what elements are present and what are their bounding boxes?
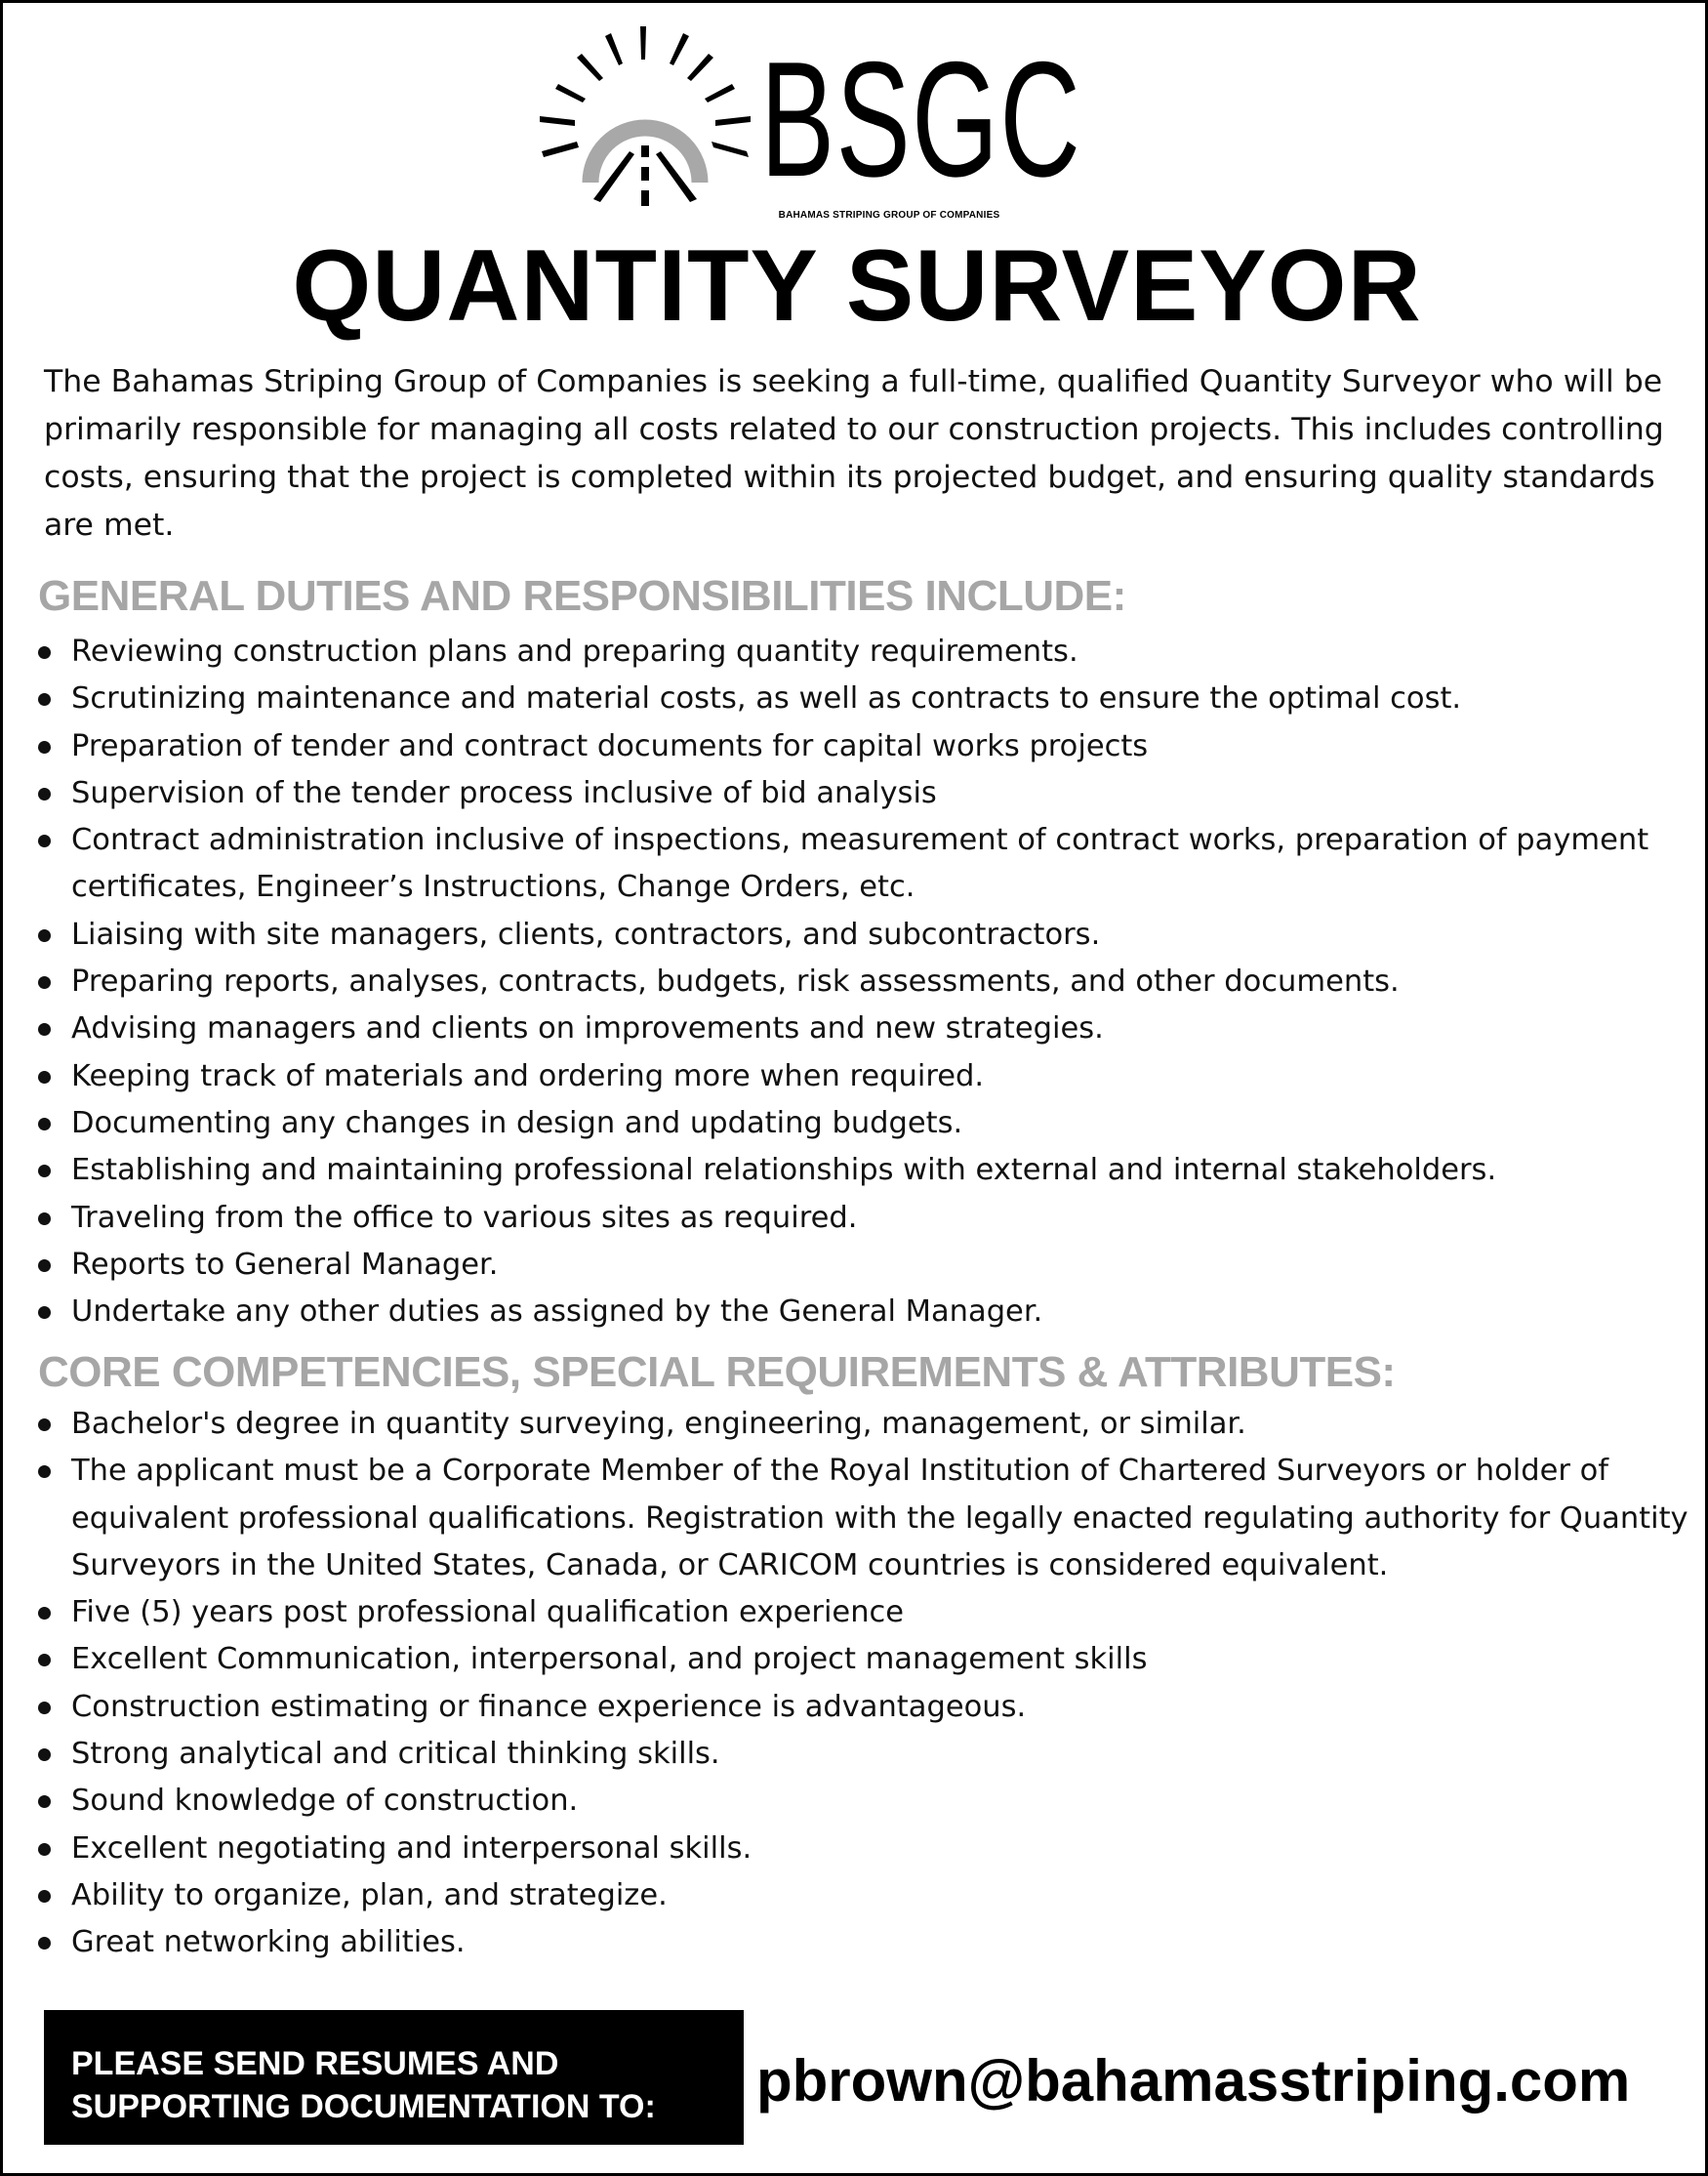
bullet-icon [38, 693, 51, 706]
send-resumes-box [44, 2010, 744, 2145]
list-item-text: Contract administration inclusive of inspections, measurement of contract works, preparation of payment certificates, Engineer’s Instructions, Change Orders, etc. [71, 823, 1649, 905]
list-item-text: Excellent negotiating and interpersonal skills. [71, 1830, 752, 1866]
list-item [32, 1006, 1703, 1052]
bullet-icon [38, 1654, 51, 1666]
list-item-text: Ability to organize, plan, and strategize. [71, 1877, 668, 1912]
list-item-text: Documenting any changes in design and updating budgets. [71, 1105, 963, 1140]
list-item [32, 1100, 1703, 1147]
bullet-icon [38, 741, 51, 754]
bullet-icon [38, 1023, 51, 1036]
logo-wordmark: BSGC [760, 27, 1082, 211]
list-item [32, 629, 1703, 676]
list-item-text: Excellent Communication, interpersonal, and project management skills [71, 1642, 1148, 1677]
list-item-text: Strong analytical and critical thinking skills. [71, 1737, 720, 1772]
bullet-icon [38, 1259, 51, 1272]
cta-line-2: SUPPORTING DOCUMENTATION TO: [71, 2088, 656, 2125]
list-item [32, 1826, 1703, 1872]
intro-paragraph: The Bahamas Striping Group of Companies is seeking a full-time, qualified Quantity Surveyor who will be primarily responsible for managing all costs related to our construction projects. This includes controlling costs, ensuring that the project is completed within its projected budget, and ensuring quality standards are met. [44, 364, 1664, 543]
bullet-icon [38, 1418, 51, 1431]
list-item [32, 1872, 1703, 1919]
bullet-icon [38, 1702, 51, 1714]
company-logo [538, 21, 1082, 226]
list-item-text: Sound knowledge of construction. [71, 1784, 579, 1819]
bullet-icon [38, 1937, 51, 1950]
cta-line-1: PLEASE SEND RESUMES AND [71, 2045, 559, 2082]
core-heading: CORE COMPETENCIES, SPECIAL REQUIREMENTS & ATTRIBUTES: [38, 1348, 1396, 1396]
bullet-icon [38, 976, 51, 989]
bullet-icon [38, 1165, 51, 1177]
list-item [32, 1919, 1703, 1966]
list-item-text: Advising managers and clients on improvements and new strategies. [71, 1011, 1104, 1047]
list-item [32, 676, 1703, 722]
list-item [32, 1589, 1703, 1636]
bullet-icon [38, 788, 51, 801]
list-item [32, 770, 1703, 817]
list-item [32, 1448, 1703, 1589]
core-list [32, 1401, 1703, 1967]
list-item-text: Five (5) years post professional qualification experience [71, 1595, 905, 1630]
list-item [32, 912, 1703, 959]
list-item-text: Undertake any other duties as assigned by the General Manager. [71, 1294, 1043, 1330]
bullet-icon [38, 929, 51, 942]
list-item [32, 959, 1703, 1006]
bullet-icon [38, 1118, 51, 1130]
list-item-text: Traveling from the office to various sites as required. [71, 1200, 858, 1235]
bullet-icon [38, 1607, 51, 1620]
list-item [32, 1289, 1703, 1335]
list-item-text: Construction estimating or finance experience is advantageous. [71, 1689, 1027, 1724]
list-item [32, 1401, 1703, 1448]
list-item-text: Scrutinizing maintenance and material costs, as well as contracts to ensure the optimal cost. [71, 681, 1462, 717]
duties-list [32, 629, 1703, 1335]
list-item-text: Keeping track of materials and ordering more when required. [71, 1058, 985, 1093]
list-item [32, 1778, 1703, 1825]
list-item-text: Preparing reports, analyses, contracts, budgets, risk assessments, and other documents. [71, 965, 1400, 1000]
bullet-icon [38, 1843, 51, 1856]
bullet-icon [38, 1748, 51, 1761]
contact-email-link[interactable]: pbrown@bahamasstriping.com [756, 2048, 1631, 2114]
list-item [32, 1636, 1703, 1683]
bullet-icon [38, 1306, 51, 1319]
bullet-icon [38, 1465, 51, 1478]
bullet-icon [38, 1890, 51, 1903]
list-item-text: Liaising with site managers, clients, contractors, and subcontractors. [71, 917, 1101, 952]
duties-heading: GENERAL DUTIES AND RESPONSIBILITIES INCLUDE: [38, 572, 1126, 620]
bullet-icon [38, 1795, 51, 1808]
list-item-text: Preparation of tender and contract documents for capital works projects [71, 728, 1149, 763]
list-item-text: Bachelor's degree in quantity surveying, engineering, management, or similar. [71, 1407, 1246, 1441]
job-title: QUANTITY SURVEYOR [292, 229, 1422, 343]
list-item [32, 1147, 1703, 1194]
list-item [32, 817, 1703, 912]
bullet-icon [38, 1212, 51, 1225]
bullet-icon [38, 1071, 51, 1084]
list-item-text: The applicant must be a Corporate Member of the Royal Institution of Chartered Surveyors or holder of equivalent professional qualifications. Registration with the legally enacted regulating authority for Quantity Surveyors in the United States, Canada, or CARICOM countries is considered equivalent. [71, 1454, 1688, 1582]
list-item [32, 723, 1703, 770]
list-item-text: Supervision of the tender process inclusive of bid analysis [71, 775, 937, 810]
list-item-text: Reviewing construction plans and preparing quantity requirements. [71, 635, 1078, 669]
list-item [32, 1242, 1703, 1289]
logo-subtitle: BAHAMAS STRIPING GROUP OF COMPANIES [778, 210, 1000, 221]
bullet-icon [38, 646, 51, 659]
list-item [32, 1053, 1703, 1100]
list-item-text: Reports to General Manager. [71, 1247, 499, 1282]
sunrise-road-icon [538, 21, 752, 226]
list-item-text: Great networking abilities. [71, 1925, 466, 1960]
list-item [32, 1195, 1703, 1242]
list-item [32, 1684, 1703, 1731]
list-item-text: Establishing and maintaining professional relationships with external and internal stakeholders. [71, 1153, 1497, 1188]
list-item [32, 1731, 1703, 1778]
bullet-icon [38, 835, 51, 847]
